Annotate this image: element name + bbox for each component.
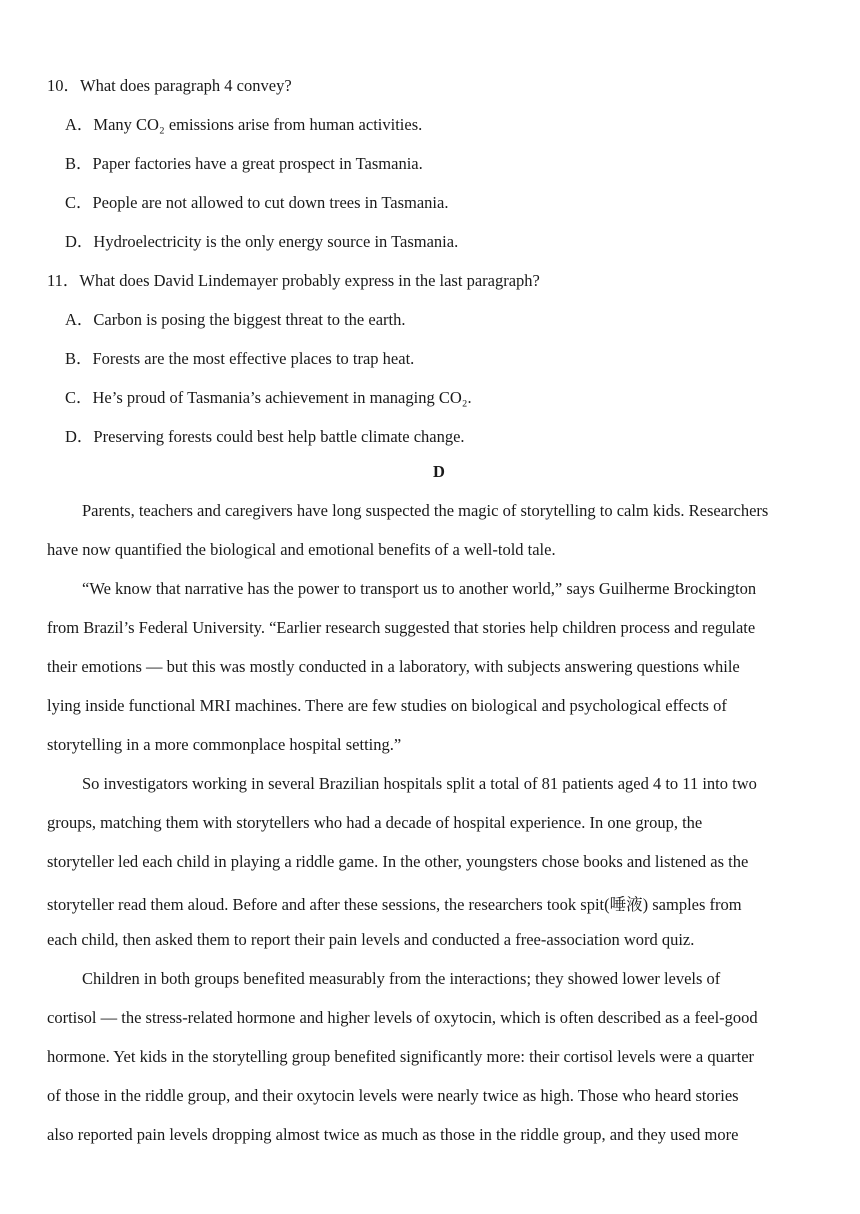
- question-11-option-a: A．Carbon is posing the biggest threat to the earth.: [65, 310, 406, 329]
- passage-line: lying inside functional MRI machines. There are few studies on biological and psychological effects of: [47, 696, 727, 715]
- question-11-option-c: C．He’s proud of Tasmania’s achievement in managing CO₂.: [65, 388, 472, 407]
- passage-line: Parents, teachers and caregivers have long suspected the magic of storytelling to calm kids. Researchers: [82, 501, 769, 520]
- question-10-option-d: D．Hydroelectricity is the only energy source in Tasmania.: [65, 232, 459, 251]
- passage-line: groups, matching them with storytellers who had a decade of hospital experience. In one group, the: [47, 813, 703, 832]
- passage-line: also reported pain levels dropping almost twice as much as those in the riddle group, and they used more: [47, 1125, 739, 1144]
- section-title: D: [433, 462, 445, 481]
- passage-line: have now quantified the biological and emotional benefits of a well-told tale.: [47, 540, 556, 559]
- passage-line: each child, then asked them to report their pain levels and conducted a free-association word quiz.: [47, 930, 695, 949]
- question-10-option-b: B．Paper factories have a great prospect in Tasmania.: [65, 154, 423, 173]
- question-11-stem: 11．What does David Lindemayer probably express in the last paragraph?: [47, 271, 540, 290]
- question-10-option-a: A．Many CO₂ emissions arise from human activities.: [65, 115, 423, 134]
- passage-line: hormone. Yet kids in the storytelling group benefited significantly more: their cortisol levels were a quarter: [47, 1047, 755, 1066]
- question-10-stem: 10．What does paragraph 4 convey?: [47, 76, 292, 95]
- passage-line: of those in the riddle group, and their oxytocin levels were nearly twice as high. Those who heard stories: [47, 1086, 739, 1105]
- passage-line: from Brazil’s Federal University. “Earlier research suggested that stories help children process and regulate: [47, 618, 756, 637]
- passage-line: “We know that narrative has the power to transport us to another world,” says Guilherme Brockington: [82, 579, 757, 598]
- passage-line: storyteller led each child in playing a riddle game. In the other, youngsters chose books and listened as the: [47, 852, 749, 871]
- question-11-option-b: B．Forests are the most effective places to trap heat.: [65, 349, 415, 368]
- passage-line: cortisol — the stress-related hormone and higher levels of oxytocin, which is often described as a feel-good: [47, 1008, 758, 1027]
- passage-line: Children in both groups benefited measurably from the interactions; they showed lower levels of: [82, 969, 721, 988]
- passage-line: storyteller read them aloud. Before and after these sessions, the researchers took spit(唾液) samples from: [47, 895, 742, 914]
- passage-line: So investigators working in several Brazilian hospitals split a total of 81 patients aged 4 to 11 into two: [82, 774, 757, 793]
- passage-line: their emotions — but this was mostly conducted in a laboratory, with subjects answering questions while: [47, 657, 740, 676]
- passage-line: storytelling in a more commonplace hospital setting.”: [47, 735, 402, 754]
- question-11-option-d: D．Preserving forests could best help battle climate change.: [65, 427, 465, 446]
- question-10-option-c: C．People are not allowed to cut down trees in Tasmania.: [65, 193, 449, 212]
